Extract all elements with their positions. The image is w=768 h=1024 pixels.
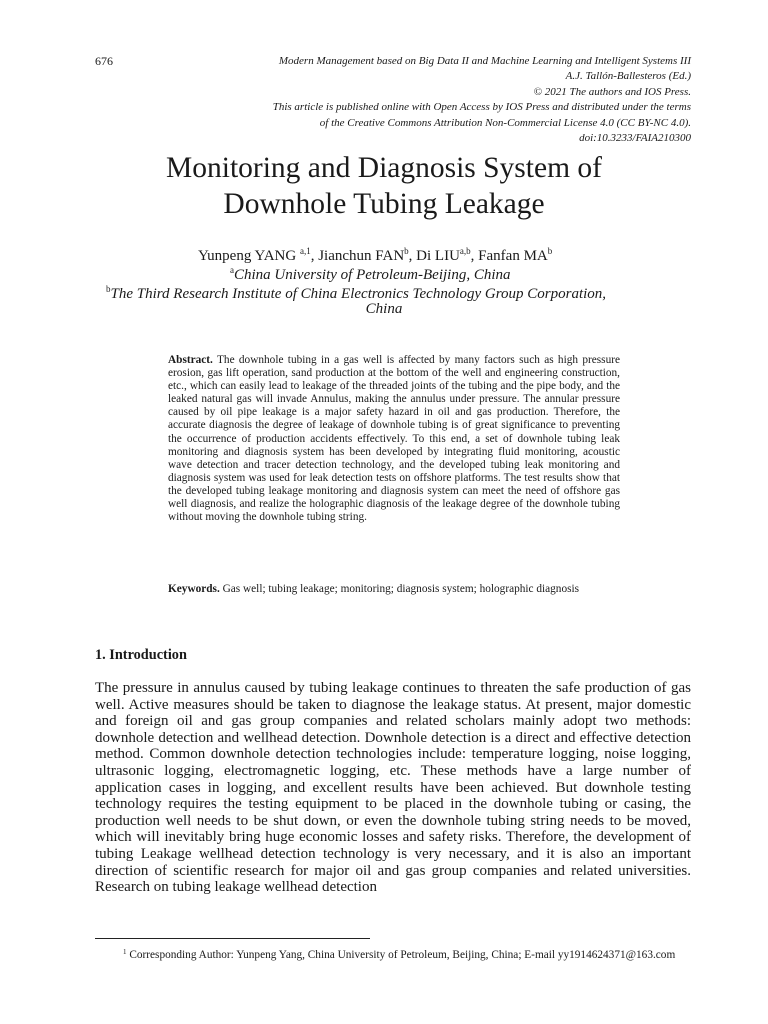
affiliation-text: China University of Petroleum-Beijing, China	[234, 267, 511, 283]
abstract-text: The downhole tubing in a gas well is affected by many factors such as high pressure erosion, gas lift operation, sand production at the bottom of the well and engineering construction, etc., which can easily lead to leakage of the threaded joints of the tubing and the pipe body, and the leaked natural gas will invade Annulus, making the annulus under pressure. The annular pressure caused by oil pipe leakage is a major safety hazard in oil and gas production. Therefore, the accurate diagnosis the degree of leakage of downhole tubing is of great significance to preventing the occurrence of production accidents effectively. To this end, a set of downhole tubing leak monitoring and diagnosis system has been developed by integrating fluid monitoring, acoustic wave detection and tracer detection technology, and the developed tubing leak monitoring and diagnosis system was used for leak detection tests on offshore platforms. The test results show that the developed tubing leakage monitoring and diagnosis system can meet the need of offshore gas well diagnosis, and realize the holographic diagnosis of the leakage degree of the downhole tubing without moving the downhole tubing string.	[168, 354, 620, 524]
author-name: Yunpeng YANG	[198, 248, 300, 264]
header-line: Modern Management based on Big Data II and Machine Learning and Intelligent Systems III	[278, 55, 691, 67]
paper-title	[0, 150, 768, 222]
keywords-label: Keywords.	[168, 583, 220, 595]
title-line: Monitoring and Diagnosis System of	[166, 152, 602, 184]
affiliation-a	[230, 265, 511, 284]
author-list	[198, 246, 552, 265]
header-line: © 2021 The authors and IOS Press.	[533, 85, 691, 98]
keywords-text: Gas well; tubing leakage; monitoring; diagnosis system; holographic diagnosis	[222, 583, 580, 595]
title-line: Downhole Tubing Leakage	[223, 188, 545, 220]
author-name: Jianchun FAN	[318, 248, 405, 264]
affiliation-text: The Third Research Institute of China Electronics Technology Group Corporation,	[110, 286, 607, 302]
author-separator: ,	[470, 248, 479, 264]
author-name: Fanfan MA	[478, 248, 548, 264]
affiliation-mark: a	[230, 265, 234, 275]
footnote-text: Corresponding Author: Yunpeng Yang, China University of Petroleum, Beijing, China; E-mail yy1914624371@163.com	[129, 949, 676, 961]
introduction-paragraph: The pressure in annulus caused by tubing leakage continues to threaten the safe production of gas well. Active measures should be taken to diagnose the leakage status. At present, major domestic and foreign oil and gas group companies and related scholars mainly adopt two methods: downhole detection and wellhead detection. Downhole detection is a direct and effective detection method. Common downhole detection technologies include: temperature logging, noise logging, ultrasonic logging, electromagnetic logging, etc. These methods have a large number of application cases in logging, and excellent results have been achieved. But downhole testing technology requires the testing equipment to be placed in the downhole tubing or casing, the production well needs to be shut down, or even the downhole tubing string needs to be moved, which will inevitably bring huge economic losses and safety risks. Therefore, the development of tubing Leakage wellhead detection technology is very necessary, and it is also an important direction of scientific research for major oil and gas group companies and related universities. Research on tubing leakage wellhead detection	[95, 680, 691, 896]
header-line: of the Creative Commons Attribution Non-Commercial License 4.0 (CC BY-NC 4.0).	[319, 116, 691, 129]
author-affiliation-mark: a,b	[459, 246, 471, 256]
header-line: A.J. Tallón-Ballesteros (Ed.)	[565, 70, 691, 83]
keywords	[168, 582, 620, 596]
author-name: Di LIU	[416, 248, 460, 264]
section-heading: 1. Introduction	[95, 647, 187, 663]
footnote	[95, 945, 691, 962]
footnote-mark: 1	[123, 948, 127, 956]
affiliation-mark: b	[106, 284, 111, 294]
abstract	[168, 354, 620, 524]
author-separator: ,	[408, 248, 417, 264]
affiliation-b-continued: China	[365, 301, 403, 317]
author-affiliation-mark: b	[547, 246, 553, 256]
publication-header	[131, 54, 691, 146]
footnote-divider	[95, 938, 370, 939]
author-affiliation-mark: a,1	[299, 246, 311, 256]
header-line: This article is published online with Open Access by IOS Press and distributed under the terms	[272, 101, 691, 114]
page-number: 676	[95, 54, 113, 68]
abstract-label: Abstract.	[168, 354, 213, 366]
author-separator: ,	[310, 248, 319, 264]
author-affiliation-mark: b	[404, 246, 409, 256]
doi: doi:10.3233/FAIA210300	[579, 132, 691, 145]
